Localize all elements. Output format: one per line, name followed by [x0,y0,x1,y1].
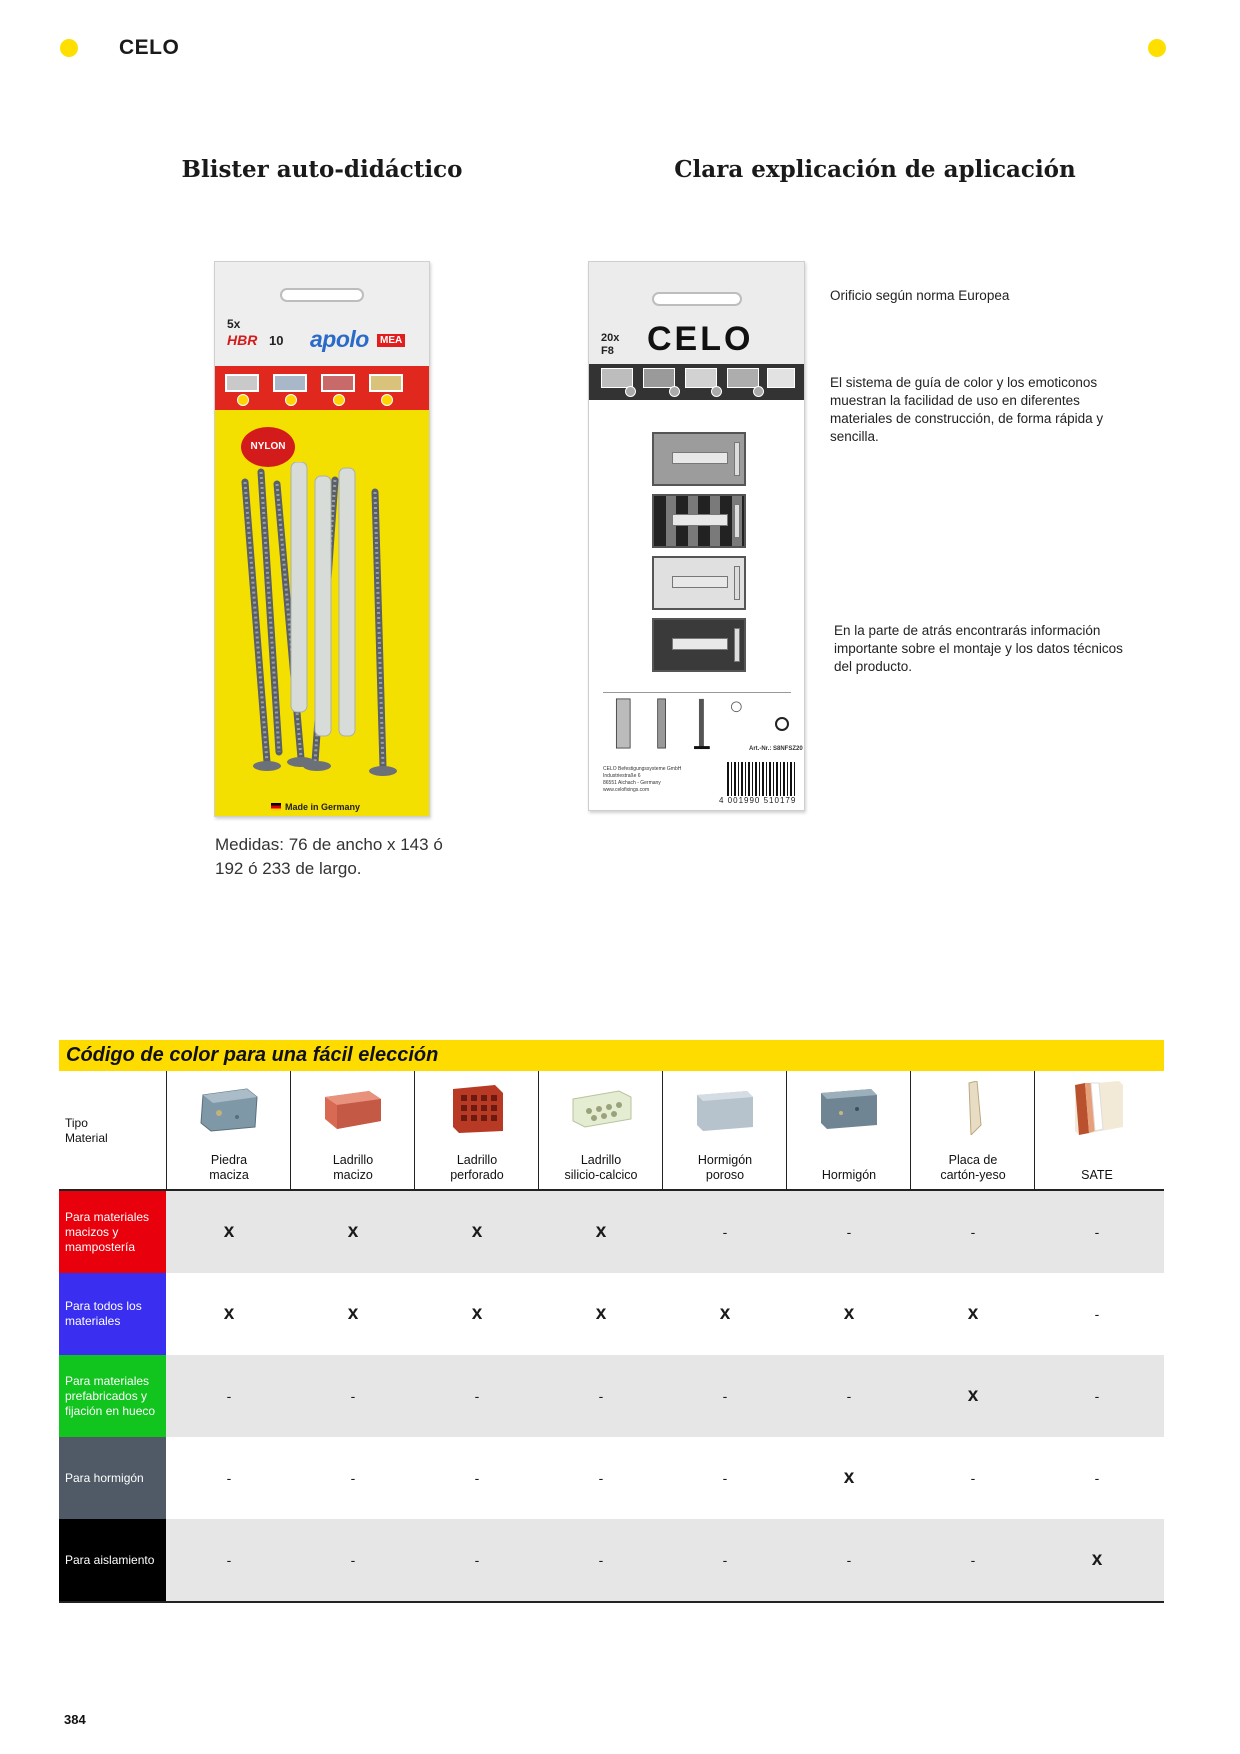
stone-block-icon [197,1081,261,1135]
blister-pack-celo [588,261,805,811]
page-number: 384 [64,1712,86,1727]
material-col-sate [1035,1077,1159,1189]
manufacturer-address: CELO Befestigungssysteme GmbH Industriestraße 6 86551 Aichach - Germany www.celofixings.com [603,766,682,793]
germany-flag-icon [271,803,281,811]
table-title: Código de color para una fácil elección [66,1044,439,1066]
cell-not-applicable: - [1094,1388,1100,1404]
model-code: HBR [227,332,258,348]
material-col-hormigon [787,1077,911,1189]
left-column-title: Blister auto-didáctico [181,156,463,183]
material-name: Ladrillo perforado [450,1153,504,1182]
row-category-label: Para aislamiento [59,1519,166,1601]
cell-not-applicable: - [474,1388,480,1404]
cell-not-applicable: - [846,1552,852,1568]
material-name: Piedra maciza [209,1153,249,1182]
cell-applicable: x [967,1385,979,1406]
cell-applicable: x [471,1303,483,1324]
cell-not-applicable: - [598,1388,604,1404]
aerated-concrete-icon [693,1081,757,1135]
pack-count: 5x [227,317,241,331]
table-row [59,1191,1164,1273]
cell-not-applicable: - [970,1470,976,1486]
cell-applicable: x [595,1221,607,1242]
cell-applicable: x [843,1467,855,1488]
made-in-label: Made in Germany [285,802,361,812]
cell-not-applicable: - [970,1224,976,1240]
cell-applicable: x [347,1221,359,1242]
hang-hole [280,288,364,302]
application-image-solid [652,432,746,486]
cell-not-applicable: - [1094,1306,1100,1322]
cell-not-applicable: - [970,1552,976,1568]
cell-applicable: x [595,1303,607,1324]
material-col-ladrillo-silicio [539,1077,663,1189]
cell-not-applicable: - [474,1552,480,1568]
emoticon-icon [381,394,393,406]
yellow-dot-left [60,39,78,57]
measurements-caption: Medidas: 76 de ancho x 143 ó 192 ó 233 de largo. [215,835,443,878]
row-category-label: Para hormigón [59,1437,166,1519]
material-name: Ladrillo silicio-calcico [564,1153,638,1182]
emoticon-icon [711,386,722,397]
material-name: Hormigón [821,1168,877,1182]
cell-not-applicable: - [722,1552,728,1568]
material-name: SATE [1081,1168,1113,1182]
material-name: Placa de cartón-yeso [940,1153,1006,1182]
cell-not-applicable: - [846,1224,852,1240]
note-atras: En la parte de atrás encontrarás información importante sobre el montaje y los datos técnicos del producto. [834,623,1123,674]
material-col-ladrillo-perforado [415,1077,539,1189]
cell-not-applicable: - [722,1224,728,1240]
emoticon-icon [753,386,764,397]
emoticon-icon [285,394,297,406]
cell-not-applicable: - [350,1470,356,1486]
cell-not-applicable: - [598,1470,604,1486]
cell-not-applicable: - [1094,1224,1100,1240]
cell-not-applicable: - [226,1470,232,1486]
cell-not-applicable: - [722,1470,728,1486]
application-image-aerated [652,556,746,610]
cell-applicable: x [223,1221,235,1242]
perforated-brick-icon [445,1081,509,1135]
application-image-concrete [652,618,746,672]
insulation-layers-icon [1065,1081,1129,1135]
table-row [59,1437,1164,1519]
material-col-hormigon-poroso [663,1077,787,1189]
cell-applicable: x [1091,1549,1103,1570]
solid-brick-icon [321,1081,385,1135]
cell-not-applicable: - [350,1552,356,1568]
cell-not-applicable: - [598,1552,604,1568]
cell-applicable: x [223,1303,235,1324]
celo-logo: CELO [647,320,754,358]
pack-count: 20x F8 [601,332,620,357]
article-number: Art.-Nr.: S8NFSZ20 [749,746,803,752]
row-category-label: Para materiales macizos y mampostería [59,1191,166,1273]
emoticon-icon [333,394,345,406]
material-col-ladrillo-macizo [291,1077,415,1189]
sand-lime-brick-icon [569,1081,633,1135]
ean-number: 4 001990 510179 [719,796,797,805]
cell-applicable: x [719,1303,731,1324]
cell-not-applicable: - [722,1388,728,1404]
cell-applicable: x [347,1303,359,1324]
row-category-label: Para materiales prefabricados y fijación en hueco [59,1355,166,1437]
material-col-piedra [167,1077,291,1189]
model-size: 10 [269,333,284,348]
technical-diagram [603,692,791,752]
note-orificio: Orificio según norma Europea [830,288,1010,303]
brand-title: CELO [119,36,180,59]
hang-hole [652,292,742,306]
table-row [59,1355,1164,1437]
recycle-icon [775,717,789,731]
emoticon-icon [669,386,680,397]
plasterboard-icon [941,1081,1005,1135]
screws-and-plugs-image [215,462,430,792]
table-row [59,1273,1164,1355]
right-column-title: Clara explicación de aplicación [674,156,1076,183]
cell-not-applicable: - [350,1388,356,1404]
emoticon-icon [625,386,636,397]
row-category-label: Para todos los materiales [59,1273,166,1355]
mea-logo: MEA [377,334,405,347]
cell-not-applicable: - [226,1388,232,1404]
apolo-logo: apolo [310,326,369,352]
cell-not-applicable: - [846,1388,852,1404]
material-name: Hormigón poroso [697,1153,753,1182]
note-sistema: El sistema de guía de color y los emoticonos muestran la facilidad de uso en diferentes materiales de construcción, de forma rápida y sencilla. [830,375,1104,444]
material-type-label: Tipo Material [65,1116,108,1145]
application-image-perforated [652,494,746,548]
emoticon-icon [237,394,249,406]
material-name: Ladrillo macizo [332,1153,374,1182]
nylon-badge: NYLON [239,425,297,469]
cell-not-applicable: - [226,1552,232,1568]
table-row [59,1519,1164,1601]
concrete-block-icon [817,1081,881,1135]
cell-not-applicable: - [1094,1470,1100,1486]
table-title-bar [59,1040,1164,1071]
cell-applicable: x [967,1303,979,1324]
cell-applicable: x [471,1221,483,1242]
barcode [727,762,797,796]
blister-pack-apolo [214,261,430,817]
material-col-placa-yeso [911,1077,1035,1189]
cell-applicable: x [843,1303,855,1324]
cell-not-applicable: - [474,1470,480,1486]
table-bottom-rule [59,1601,1164,1603]
yellow-dot-right [1148,39,1166,57]
